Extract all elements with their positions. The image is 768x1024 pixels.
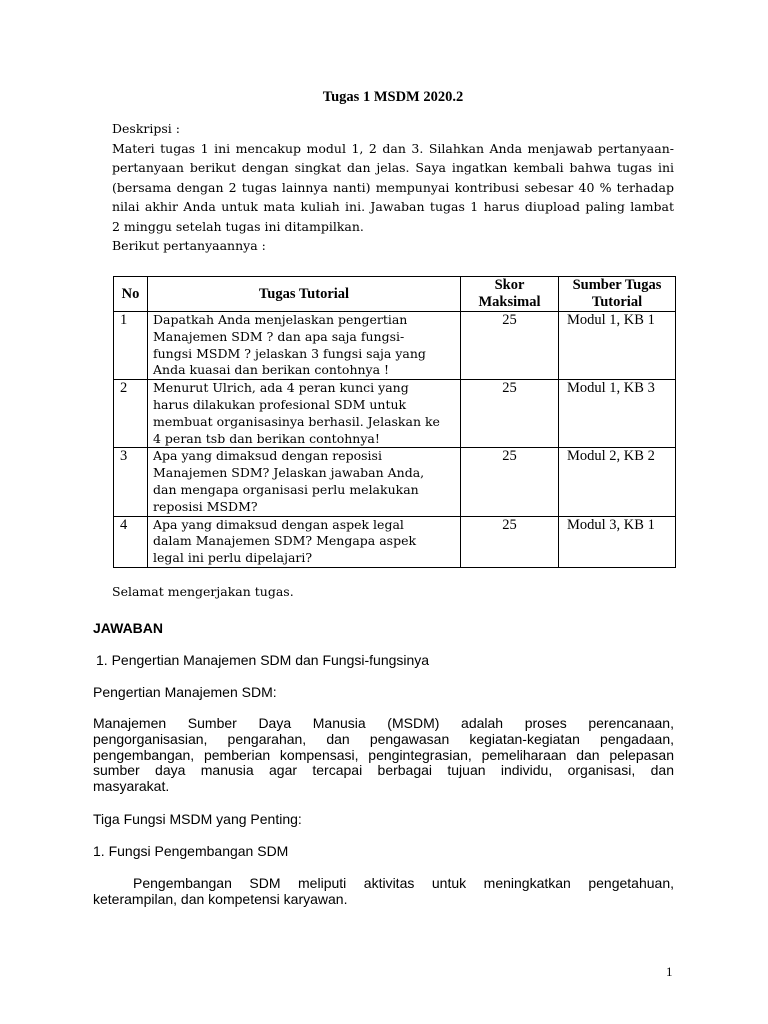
row-number: 1 — [114, 312, 148, 380]
tasks-table — [113, 276, 676, 568]
row-score: 25 — [461, 516, 559, 567]
row-source: Modul 1, KB 1 — [559, 312, 676, 380]
table-header-row — [114, 277, 676, 312]
function-1-title: 1. Fungsi Pengembangan SDM — [93, 843, 289, 859]
paragraph-line: Pengembangan SDM meliputi aktivitas untuk meningkatkan pengetahuan, — [133, 875, 674, 891]
row-task: Apa yang dimaksud dengan aspek legal dalam Manajemen SDM? Mengapa aspek legal ini perlu dipelajari? — [148, 516, 461, 567]
functions-heading: Tiga Fungsi MSDM yang Penting: — [93, 811, 302, 827]
header-no: No — [114, 277, 148, 312]
page-number: 1 — [666, 964, 673, 979]
description-line: (bersama dengan 2 tugas lainnya nanti) mempunyai kontribusi sebesar 40 % terhadap — [112, 179, 674, 195]
paragraph-line: keterampilan, dan kompetensi karyawan. — [93, 891, 348, 907]
answer-section-title: 1. Pengertian Manajemen SDM dan Fungsi-fungsinya — [96, 652, 430, 668]
row-source: Modul 2, KB 2 — [559, 448, 676, 516]
row-number: 2 — [114, 380, 148, 448]
closing-text: Selamat mengerjakan tugas. — [112, 584, 294, 599]
row-score: 25 — [461, 312, 559, 380]
header-source: Sumber Tugas Tutorial — [559, 277, 676, 312]
row-task: Dapatkah Anda menjelaskan pengertian Manajemen SDM ? dan apa saja fungsi- fungsi MSDM ? jelaskan 3 fungsi saja yang Anda kuasai dan berikan contohnya ! — [148, 312, 461, 380]
paragraph-line: sumber daya manusia agar tercapai berbagai tujuan individu, organisasi, dan — [93, 762, 674, 779]
row-score: 25 — [461, 448, 559, 516]
row-task: Apa yang dimaksud dengan reposisi Manajemen SDM? Jelaskan jawaban Anda, dan mengapa organisasi perlu melakukan reposisi MSDM? — [148, 448, 461, 516]
paragraph-line: pengembangan, pemberian kompensasi, pengintegrasian, pemeliharaan dan pelepasan — [93, 746, 674, 763]
table-row — [114, 380, 676, 448]
answer-heading: JAWABAN — [93, 620, 164, 636]
description-block — [112, 119, 674, 256]
paragraph-line: pengorganisasian, pengarahan, dan pengawasan kegiatan-kegiatan pengadaan, — [93, 730, 674, 747]
row-task: Menurut Ulrich, ada 4 peran kunci yang harus dilakukan profesional SDM untuk membuat organisasinya berhasil. Jelaskan ke 4 peran tsb dan berikan contohnya! — [148, 380, 461, 448]
table-row — [114, 312, 676, 380]
row-source: Modul 3, KB 1 — [559, 516, 676, 567]
function-1-paragraph — [93, 875, 674, 907]
description-line: Materi tugas 1 ini mencakup modul 1, 2 dan 3. Silahkan Anda menjawab pertanyaan- — [112, 140, 674, 156]
description-line: nilai akhir Anda untuk mata kuliah ini. Jawaban tugas 1 harus diupload paling lambat — [112, 199, 674, 214]
description-label: Deskripsi : — [112, 121, 180, 136]
header-task: Tugas Tutorial — [148, 277, 461, 312]
questions-intro: Berikut pertanyaannya : — [112, 238, 266, 253]
paragraph-line: Manajemen Sumber Daya Manusia (MSDM) adalah proses perencanaan, — [93, 715, 674, 731]
header-score: Skor Maksimal — [461, 277, 559, 312]
table-row — [114, 448, 676, 516]
description-line: 2 minggu setelah tugas ini ditampilkan. — [112, 218, 364, 234]
row-score: 25 — [461, 380, 559, 448]
row-source: Modul 1, KB 3 — [559, 380, 676, 448]
definition-heading: Pengertian Manajemen SDM: — [93, 684, 277, 700]
row-number: 4 — [114, 516, 148, 567]
document-title: Tugas 1 MSDM 2020.2 — [322, 89, 464, 105]
definition-paragraph — [93, 716, 674, 795]
paragraph-line: masyarakat. — [93, 778, 170, 794]
description-line: pertanyaan berikut dengan singkat dan jelas. Saya ingatkan kembali bahwa tugas ini — [112, 160, 674, 175]
row-number: 3 — [114, 448, 148, 516]
table-row — [114, 516, 676, 567]
